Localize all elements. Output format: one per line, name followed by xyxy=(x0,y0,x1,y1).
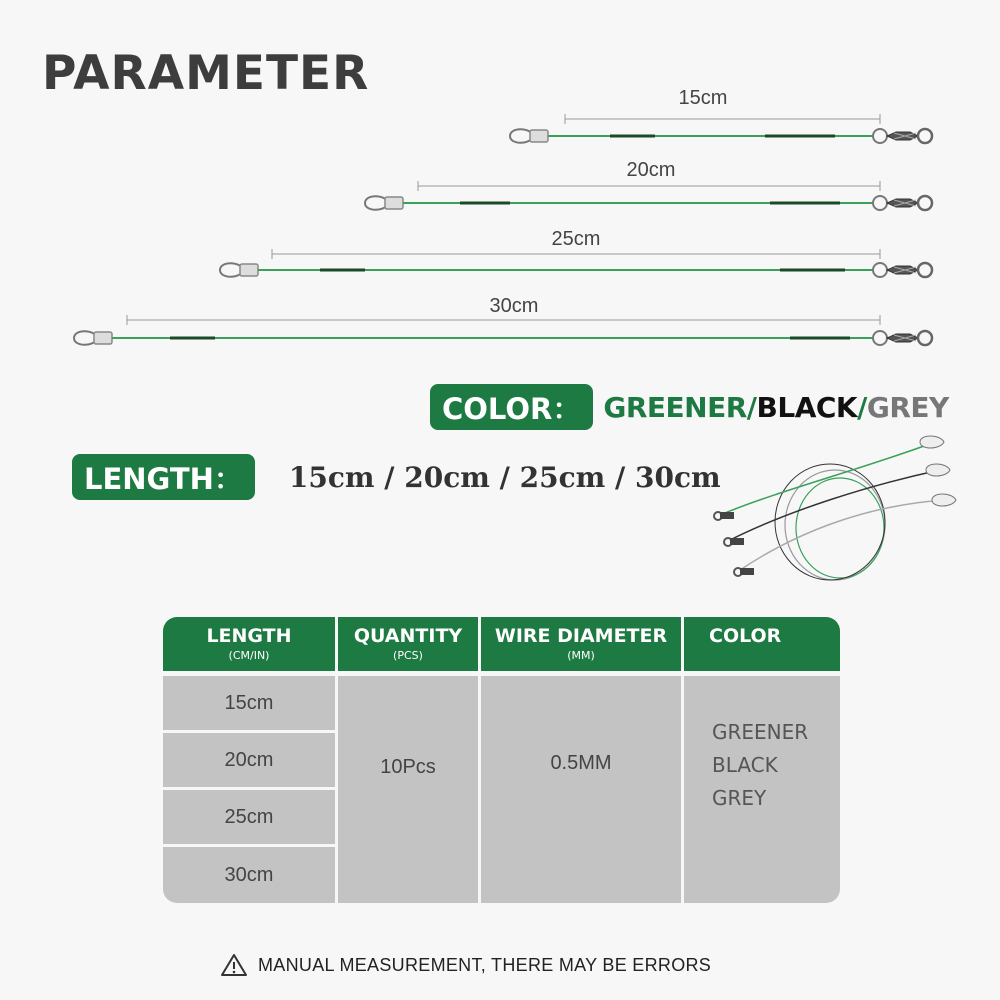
length-values: 15cm / 20cm / 25cm / 30cm xyxy=(288,460,721,494)
color-green: GREENER xyxy=(603,390,747,424)
table-cell-length: 20cm xyxy=(163,733,335,787)
leader-25cm xyxy=(220,249,932,277)
page-title: PARAMETER xyxy=(42,46,370,101)
notice-text: MANUAL MEASUREMENT, THERE MAY BE ERRORS xyxy=(258,954,712,975)
color-black: BLACK xyxy=(756,390,858,424)
table-header-color: COLOR xyxy=(684,617,840,671)
leader-length-label: 15cm xyxy=(678,87,728,109)
color-row xyxy=(430,384,949,430)
table-cell-diameter: 0.5MM xyxy=(481,676,681,903)
color-values xyxy=(603,391,948,424)
warning-icon xyxy=(220,953,248,977)
snap-clip-icon xyxy=(220,263,258,277)
leader-20cm xyxy=(365,181,932,210)
table-header-length: LENGTH (CM/IN) xyxy=(163,617,335,671)
leader-30cm xyxy=(74,315,932,345)
swivel-icon xyxy=(873,263,932,277)
table-cell-length: 25cm xyxy=(163,790,335,844)
color-option: GREY xyxy=(712,786,767,810)
table-header-quantity: QUANTITY (PCS) xyxy=(338,617,478,671)
coiled-leaders-illustration xyxy=(700,430,960,590)
color-grey: GREY xyxy=(866,390,949,424)
leader-15cm xyxy=(510,114,932,143)
snap-clip-icon xyxy=(74,331,112,345)
length-row xyxy=(72,454,721,500)
leader-length-label: 25cm xyxy=(551,228,601,250)
snap-clip-icon xyxy=(510,129,548,143)
color-badge: COLOR： xyxy=(430,384,593,430)
leader-length-label: 30cm xyxy=(489,295,539,317)
swivel-icon xyxy=(873,196,932,210)
table-cell-quantity: 10Pcs xyxy=(338,676,478,903)
length-badge: LENGTH： xyxy=(72,454,255,500)
color-option: BLACK xyxy=(712,753,778,777)
swivel-icon xyxy=(873,129,932,143)
table-header-diameter: WIRE DIAMETER (MM) xyxy=(481,617,681,671)
leader-length-label: 20cm xyxy=(626,159,676,181)
swivel-icon xyxy=(873,331,932,345)
measurement-notice xyxy=(220,953,711,977)
spec-table xyxy=(163,617,840,903)
table-cell-length: 30cm xyxy=(163,847,335,903)
table-cell-length: 15cm xyxy=(163,676,335,730)
snap-clip-icon xyxy=(365,196,403,210)
color-option: GREENER xyxy=(712,720,809,744)
color-separator: / xyxy=(746,390,757,424)
color-separator: / xyxy=(857,390,867,424)
table-cell-color xyxy=(684,676,840,903)
